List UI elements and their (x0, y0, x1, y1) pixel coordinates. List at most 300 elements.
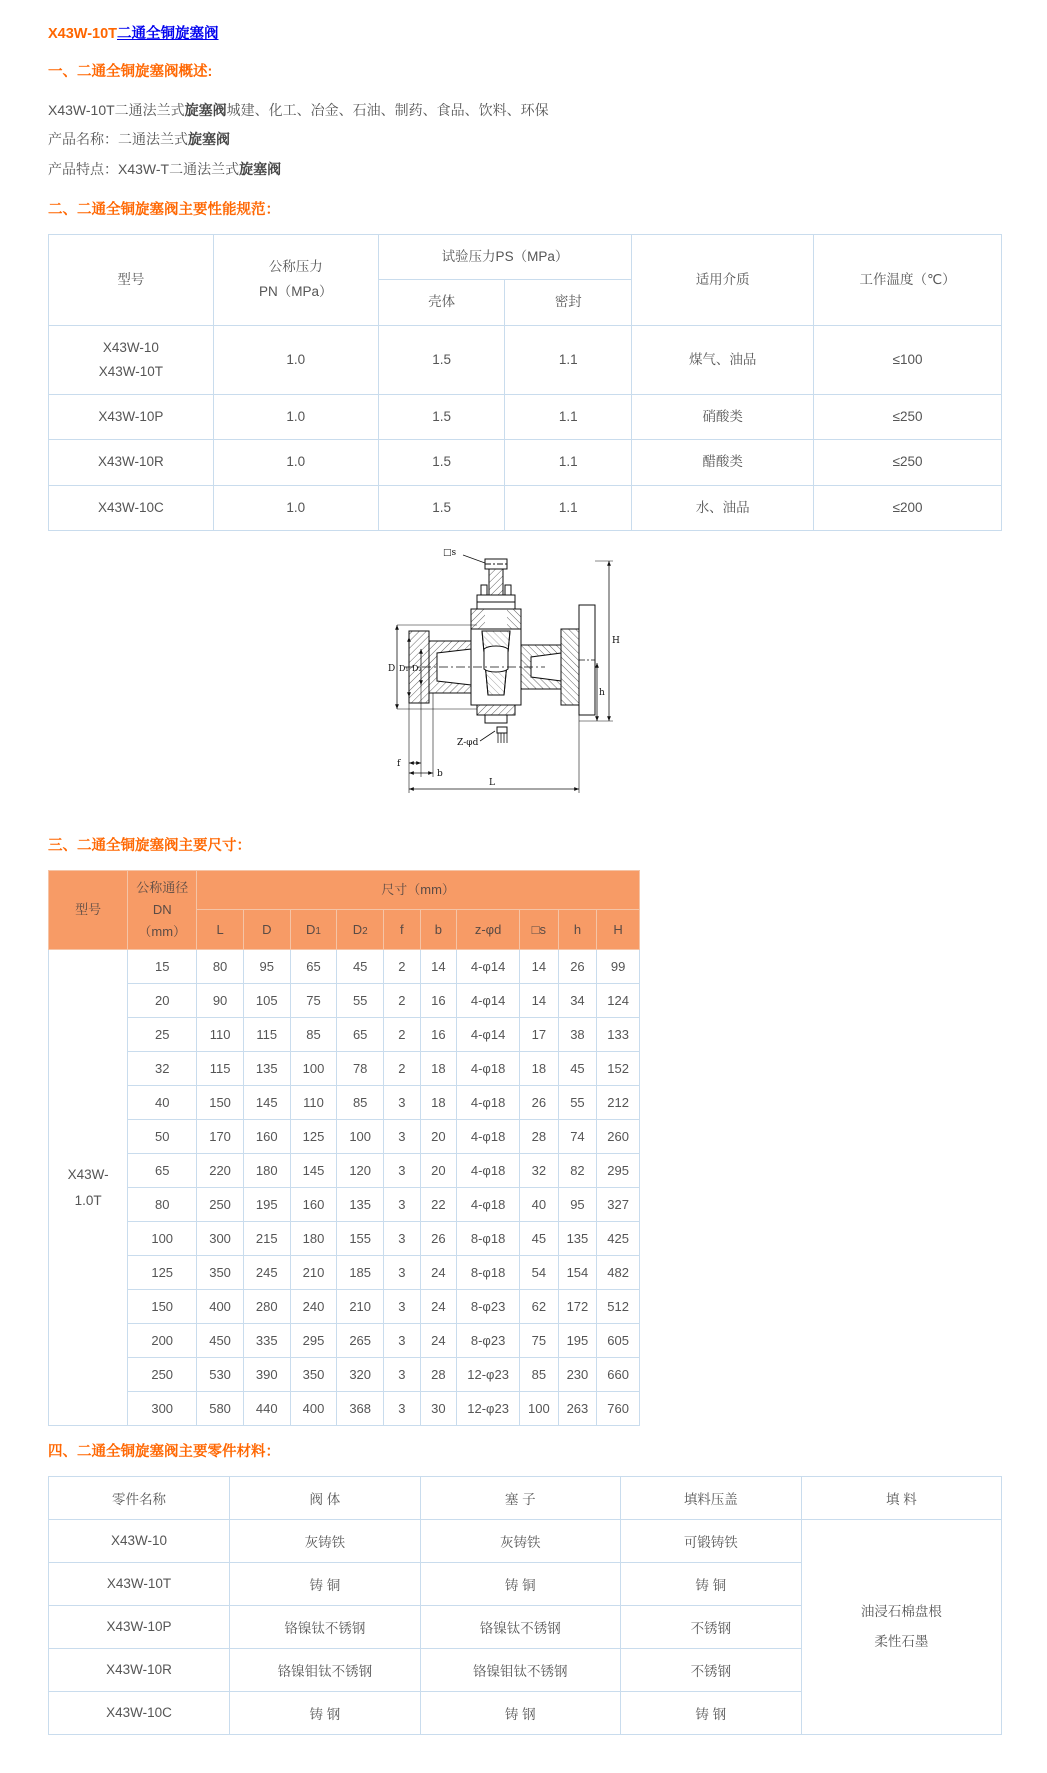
cell-L: 110 (197, 1018, 244, 1052)
cell-L: 580 (197, 1392, 244, 1426)
dims-col-header-s: □s (520, 910, 559, 950)
overview-line-2-a: 产品名称：二通法兰式 (48, 131, 188, 148)
dn-line-1: 公称通径 (136, 879, 189, 895)
table-row (49, 950, 640, 984)
cell-L: 170 (197, 1120, 244, 1154)
overview-line-1-c: 城建、化工、冶金、石油、制药、食品、饮料、环保 (226, 102, 549, 119)
svg-text:f: f (397, 759, 401, 770)
cell-dn: 300 (128, 1392, 197, 1426)
cell-D1: 110 (290, 1086, 337, 1120)
cell-L: 80 (197, 950, 244, 984)
cell-s: 62 (520, 1290, 559, 1324)
cell-H: 425 (597, 1222, 640, 1256)
materials-table (48, 1476, 1002, 1735)
overview-line-1-a: X43W-10T二通法兰式 (48, 102, 185, 119)
cell-D2: 265 (337, 1324, 384, 1358)
dims-col-header-h: H (597, 910, 640, 950)
section-heading-overview: 一、二通全铜旋塞阀概述: (48, 64, 213, 81)
cell-dn: 40 (128, 1086, 197, 1120)
cell-zphid: 4-φ14 (457, 1018, 520, 1052)
cell-plug: 铬镍钛不锈钢 (420, 1605, 620, 1648)
svg-text:L: L (489, 778, 495, 789)
valve-technical-drawing (385, 545, 665, 820)
cell-s: 14 (520, 984, 559, 1018)
col-header-seal: 密封 (505, 280, 632, 325)
cell-h: 55 (558, 1086, 597, 1120)
table-row (49, 440, 1002, 485)
table-row (49, 395, 1002, 440)
cell-nominal-pressure: 1.0 (213, 395, 378, 440)
cell-H: 327 (597, 1188, 640, 1222)
cell-D1: 210 (290, 1256, 337, 1290)
dims-col-header-l: L (197, 910, 244, 950)
cell-f: 2 (384, 1052, 421, 1086)
cell-h: 135 (558, 1222, 597, 1256)
cell-D2: 78 (337, 1052, 384, 1086)
cell-zphid: 4-φ18 (457, 1154, 520, 1188)
cell-zphid: 4-φ18 (457, 1052, 520, 1086)
dimensions-table-head (49, 870, 640, 949)
cell-f: 3 (384, 1324, 421, 1358)
cell-zphid: 8-φ23 (457, 1290, 520, 1324)
cell-part-name: X43W-10P (49, 1605, 230, 1648)
cell-D2: 45 (337, 950, 384, 984)
model-name: X43W-10C (98, 499, 164, 515)
cell-packing-gland: 不锈钢 (620, 1605, 801, 1648)
col-header-test-pressure-group: 试验压力PS（MPa） (378, 234, 631, 279)
cell-D: 95 (243, 950, 290, 984)
dims-col-header-f: f (384, 910, 421, 950)
cell-D1: 65 (290, 950, 337, 984)
cell-f: 3 (384, 1188, 421, 1222)
table-row (49, 1290, 640, 1324)
cell-dn: 125 (128, 1256, 197, 1290)
cell-model (49, 440, 214, 485)
cell-medium: 醋酸类 (632, 440, 814, 485)
cell-temperature: ≤250 (814, 395, 1002, 440)
cell-D2: 135 (337, 1188, 384, 1222)
cell-D1: 160 (290, 1188, 337, 1222)
cell-b: 24 (420, 1256, 457, 1290)
cell-packing-gland: 不锈钢 (620, 1648, 801, 1691)
specifications-table-head (49, 234, 1002, 325)
table-row (49, 485, 1002, 530)
cell-D2: 210 (337, 1290, 384, 1324)
cell-seal-pressure: 1.1 (505, 395, 632, 440)
cell-dn: 15 (128, 950, 197, 984)
cell-b: 22 (420, 1188, 457, 1222)
cell-f: 3 (384, 1222, 421, 1256)
cell-h: 45 (558, 1052, 597, 1086)
cell-dn: 50 (128, 1120, 197, 1154)
cell-seal-pressure: 1.1 (505, 485, 632, 530)
specifications-table-wrap (48, 234, 1002, 531)
cell-valve-body: 铬镍钛不锈钢 (230, 1605, 421, 1648)
cell-D2: 185 (337, 1256, 384, 1290)
cell-dn: 65 (128, 1154, 197, 1188)
cell-seal-pressure: 1.1 (505, 440, 632, 485)
cell-H: 133 (597, 1018, 640, 1052)
dims-col-header-nominal-diameter (128, 870, 197, 949)
cell-D1: 350 (290, 1358, 337, 1392)
cell-D: 135 (243, 1052, 290, 1086)
cell-packing (801, 1519, 1001, 1734)
cell-f: 3 (384, 1256, 421, 1290)
dims-col-header-zd: z-φd (457, 910, 520, 950)
cell-L: 90 (197, 984, 244, 1018)
cell-packing-gland: 可锻铸铁 (620, 1519, 801, 1562)
table-row (49, 1519, 1002, 1562)
page-title (48, 24, 1002, 44)
cell-s: 45 (520, 1222, 559, 1256)
model-name: X43W-10P (98, 409, 164, 425)
svg-text:H: H (612, 636, 620, 647)
cell-D2: 65 (337, 1018, 384, 1052)
overview-line-3 (48, 155, 1002, 184)
cell-D: 145 (243, 1086, 290, 1120)
dims-col-header-b: b (420, 910, 457, 950)
materials-table-body (49, 1519, 1002, 1734)
cell-dn: 32 (128, 1052, 197, 1086)
mats-col-header-3: 填料压盖 (620, 1476, 801, 1519)
overview-line-1 (48, 96, 1002, 125)
cell-b: 16 (420, 984, 457, 1018)
dims-header-row-1 (49, 870, 640, 910)
svg-text:Z-φd: Z-φd (457, 738, 479, 749)
cell-D1: 125 (290, 1120, 337, 1154)
cell-s: 26 (520, 1086, 559, 1120)
cell-zphid: 4-φ14 (457, 950, 520, 984)
cell-H: 260 (597, 1120, 640, 1154)
cell-packing-gland: 铸 铜 (620, 1562, 801, 1605)
cell-D2: 368 (337, 1392, 384, 1426)
cell-D1: 400 (290, 1392, 337, 1426)
mats-col-header-2: 塞 子 (420, 1476, 620, 1519)
cell-packing-gland: 铸 钢 (620, 1691, 801, 1734)
cell-model (49, 950, 128, 1426)
cell-D1: 85 (290, 1018, 337, 1052)
cell-D2: 155 (337, 1222, 384, 1256)
cell-part-name: X43W-10 (49, 1519, 230, 1562)
cell-s: 75 (520, 1324, 559, 1358)
cell-H: 212 (597, 1086, 640, 1120)
table-row (49, 1188, 640, 1222)
materials-table-head (49, 1476, 1002, 1519)
cell-shell-pressure: 1.5 (378, 325, 505, 395)
table-row (49, 1154, 640, 1188)
cell-dn: 20 (128, 984, 197, 1018)
page-title-link[interactable]: 二通全铜旋塞阀 (117, 26, 219, 42)
cell-plug: 灰铸铁 (420, 1519, 620, 1562)
cell-s: 100 (520, 1392, 559, 1426)
cell-H: 660 (597, 1358, 640, 1392)
cell-s: 54 (520, 1256, 559, 1290)
cell-f: 3 (384, 1086, 421, 1120)
cell-h: 95 (558, 1188, 597, 1222)
cell-plug: 铸 钢 (420, 1691, 620, 1734)
table-row (49, 1120, 640, 1154)
cell-s: 32 (520, 1154, 559, 1188)
overview-line-1-keyword: 旋塞阀 (184, 102, 227, 119)
cell-f: 3 (384, 1358, 421, 1392)
cell-b: 20 (420, 1154, 457, 1188)
cell-D1: 240 (290, 1290, 337, 1324)
cell-part-name: X43W-10T (49, 1562, 230, 1605)
section-heading-dimensions: 三、二通全铜旋塞阀主要尺寸： (48, 838, 251, 855)
col-header-nominal-pressure (213, 234, 378, 325)
cell-b: 16 (420, 1018, 457, 1052)
dims-col-header-model: 型号 (49, 870, 128, 949)
cell-L: 300 (197, 1222, 244, 1256)
cell-L: 115 (197, 1052, 244, 1086)
dims-col-header-d: D (243, 910, 290, 950)
table-header-row-1 (49, 234, 1002, 279)
cell-nominal-pressure: 1.0 (213, 440, 378, 485)
svg-text:b: b (437, 769, 443, 780)
cell-f: 3 (384, 1120, 421, 1154)
mats-col-header-0: 零件名称 (49, 1476, 230, 1519)
table-row (49, 984, 640, 1018)
cell-zphid: 8-φ18 (457, 1222, 520, 1256)
dims-col-header-d1: D1 (290, 910, 337, 950)
col-header-shell: 壳体 (378, 280, 505, 325)
cell-plug: 铬镍钼钛不锈钢 (420, 1648, 620, 1691)
cell-dn: 200 (128, 1324, 197, 1358)
cell-H: 512 (597, 1290, 640, 1324)
cell-D1: 295 (290, 1324, 337, 1358)
cell-h: 172 (558, 1290, 597, 1324)
dimensions-table-wrap (48, 870, 1002, 1426)
cell-D2: 100 (337, 1120, 384, 1154)
materials-table-wrap (48, 1476, 1002, 1735)
cell-plug: 铸 铜 (420, 1562, 620, 1605)
cell-f: 2 (384, 950, 421, 984)
cell-D2: 55 (337, 984, 384, 1018)
cell-s: 40 (520, 1188, 559, 1222)
cell-D: 215 (243, 1222, 290, 1256)
dimensions-table (48, 870, 640, 1426)
cell-H: 760 (597, 1392, 640, 1426)
cell-dn: 80 (128, 1188, 197, 1222)
cell-D2: 85 (337, 1086, 384, 1120)
packing-line: 柔性石墨 (874, 1633, 929, 1649)
overview-line-3-a: 产品特点：X43W-T二通法兰式 (48, 160, 240, 177)
model-name-line: X43W- (67, 1166, 109, 1182)
cell-shell-pressure: 1.5 (378, 440, 505, 485)
dims-col-header-h: h (558, 910, 597, 950)
svg-text:D₁: D₁ (399, 664, 409, 674)
overview-line-2 (48, 125, 1002, 154)
table-row (49, 1222, 640, 1256)
cell-D: 440 (243, 1392, 290, 1426)
cell-valve-body: 灰铸铁 (230, 1519, 421, 1562)
cell-medium: 水、油品 (632, 485, 814, 530)
cell-valve-body: 铬镍钼钛不锈钢 (230, 1648, 421, 1691)
cell-valve-body: 铸 钢 (230, 1691, 421, 1734)
cell-L: 220 (197, 1154, 244, 1188)
cell-shell-pressure: 1.5 (378, 485, 505, 530)
cell-zphid: 12-φ23 (457, 1392, 520, 1426)
table-row (49, 1324, 640, 1358)
table-row (49, 1086, 640, 1120)
svg-text:□s: □s (443, 548, 457, 559)
cell-s: 85 (520, 1358, 559, 1392)
cell-D: 115 (243, 1018, 290, 1052)
cell-H: 605 (597, 1324, 640, 1358)
cell-b: 24 (420, 1290, 457, 1324)
dims-col-header-group: 尺寸（mm） (197, 870, 640, 910)
cell-dn: 250 (128, 1358, 197, 1392)
cell-dn: 150 (128, 1290, 197, 1324)
dn-line-3: （mm） (138, 923, 187, 939)
svg-text:D₂: D₂ (412, 664, 422, 674)
cell-b: 30 (420, 1392, 457, 1426)
cell-s: 28 (520, 1120, 559, 1154)
cell-h: 82 (558, 1154, 597, 1188)
packing-line: 油浸石棉盘根 (860, 1604, 942, 1620)
cell-b: 18 (420, 1052, 457, 1086)
section-heading-materials: 四、二通全铜旋塞阀主要零件材料： (48, 1444, 280, 1461)
cell-L: 150 (197, 1086, 244, 1120)
table-row (49, 1256, 640, 1290)
mats-col-header-4: 填 料 (801, 1476, 1001, 1519)
cell-seal-pressure: 1.1 (505, 325, 632, 395)
col-header-model: 型号 (49, 234, 214, 325)
cell-H: 295 (597, 1154, 640, 1188)
cell-D1: 75 (290, 984, 337, 1018)
cell-zphid: 4-φ14 (457, 984, 520, 1018)
cell-b: 18 (420, 1086, 457, 1120)
cell-s: 17 (520, 1018, 559, 1052)
cell-b: 24 (420, 1324, 457, 1358)
cell-valve-body: 铸 铜 (230, 1562, 421, 1605)
cell-model (49, 325, 214, 395)
cell-b: 20 (420, 1120, 457, 1154)
nominal-pressure-line-2: PN（MPa） (259, 283, 333, 299)
cell-h: 74 (558, 1120, 597, 1154)
overview-line-3-keyword: 旋塞阀 (239, 160, 282, 177)
cell-D: 180 (243, 1154, 290, 1188)
cell-f: 3 (384, 1392, 421, 1426)
cell-L: 450 (197, 1324, 244, 1358)
cell-b: 14 (420, 950, 457, 984)
cell-s: 18 (520, 1052, 559, 1086)
cell-L: 250 (197, 1188, 244, 1222)
model-name: X43W-10T (98, 363, 164, 379)
cell-zphid: 12-φ23 (457, 1358, 520, 1392)
cell-part-name: X43W-10C (49, 1691, 230, 1734)
cell-H: 152 (597, 1052, 640, 1086)
cell-h: 230 (558, 1358, 597, 1392)
col-header-medium: 适用介质 (632, 234, 814, 325)
cell-L: 400 (197, 1290, 244, 1324)
cell-medium: 煤气、油品 (632, 325, 814, 395)
cell-model (49, 485, 214, 530)
cell-nominal-pressure: 1.0 (213, 485, 378, 530)
dims-col-header-d2: D2 (337, 910, 384, 950)
cell-H: 99 (597, 950, 640, 984)
cell-shell-pressure: 1.5 (378, 395, 505, 440)
cell-D: 335 (243, 1324, 290, 1358)
dn-line-2: DN (152, 901, 172, 917)
svg-text:D: D (388, 664, 396, 675)
cell-f: 2 (384, 1018, 421, 1052)
cell-zphid: 8-φ23 (457, 1324, 520, 1358)
cell-h: 38 (558, 1018, 597, 1052)
table-row (49, 1392, 640, 1426)
cell-dn: 25 (128, 1018, 197, 1052)
cell-H: 482 (597, 1256, 640, 1290)
cell-h: 195 (558, 1324, 597, 1358)
materials-header-row (49, 1476, 1002, 1519)
cell-h: 263 (558, 1392, 597, 1426)
cell-temperature: ≤100 (814, 325, 1002, 395)
table-row (49, 1052, 640, 1086)
cell-D: 390 (243, 1358, 290, 1392)
cell-D: 195 (243, 1188, 290, 1222)
bottom-spacer (48, 1735, 1002, 1743)
cell-f: 2 (384, 984, 421, 1018)
mats-col-header-1: 阀 体 (230, 1476, 421, 1519)
cell-D1: 180 (290, 1222, 337, 1256)
cell-dn: 100 (128, 1222, 197, 1256)
cell-h: 154 (558, 1256, 597, 1290)
model-name-line: 1.0T (74, 1192, 102, 1208)
cell-H: 124 (597, 984, 640, 1018)
cell-b: 28 (420, 1358, 457, 1392)
cell-temperature: ≤250 (814, 440, 1002, 485)
cell-D2: 320 (337, 1358, 384, 1392)
cell-s: 14 (520, 950, 559, 984)
col-header-temperature: 工作温度（℃） (814, 234, 1002, 325)
model-name: X43W-10 (102, 339, 159, 355)
section-heading-specifications: 二、二通全铜旋塞阀主要性能规范： (48, 202, 280, 219)
cell-D: 160 (243, 1120, 290, 1154)
cell-temperature: ≤200 (814, 485, 1002, 530)
valve-technical-drawing-wrap (48, 545, 1002, 820)
cell-D1: 145 (290, 1154, 337, 1188)
cell-nominal-pressure: 1.0 (213, 325, 378, 395)
cell-f: 3 (384, 1154, 421, 1188)
cell-part-name: X43W-10R (49, 1648, 230, 1691)
model-name: X43W-10R (98, 454, 164, 470)
cell-D1: 100 (290, 1052, 337, 1086)
cell-h: 34 (558, 984, 597, 1018)
cell-D: 280 (243, 1290, 290, 1324)
table-row (49, 1018, 640, 1052)
cell-h: 26 (558, 950, 597, 984)
nominal-pressure-line-1: 公称压力 (268, 259, 323, 275)
cell-zphid: 4-φ18 (457, 1086, 520, 1120)
cell-model (49, 395, 214, 440)
specifications-table (48, 234, 1002, 531)
svg-text:h: h (599, 688, 605, 699)
cell-D: 105 (243, 984, 290, 1018)
page-title-prefix: X43W-10T (48, 26, 118, 42)
cell-zphid: 4-φ18 (457, 1120, 520, 1154)
cell-f: 3 (384, 1290, 421, 1324)
cell-L: 350 (197, 1256, 244, 1290)
cell-D2: 120 (337, 1154, 384, 1188)
overview-line-2-keyword: 旋塞阀 (188, 131, 230, 148)
cell-zphid: 8-φ18 (457, 1256, 520, 1290)
cell-L: 530 (197, 1358, 244, 1392)
cell-zphid: 4-φ18 (457, 1188, 520, 1222)
cell-b: 26 (420, 1222, 457, 1256)
specifications-table-body (49, 325, 1002, 530)
table-row (49, 325, 1002, 395)
dimensions-table-body (49, 950, 640, 1426)
